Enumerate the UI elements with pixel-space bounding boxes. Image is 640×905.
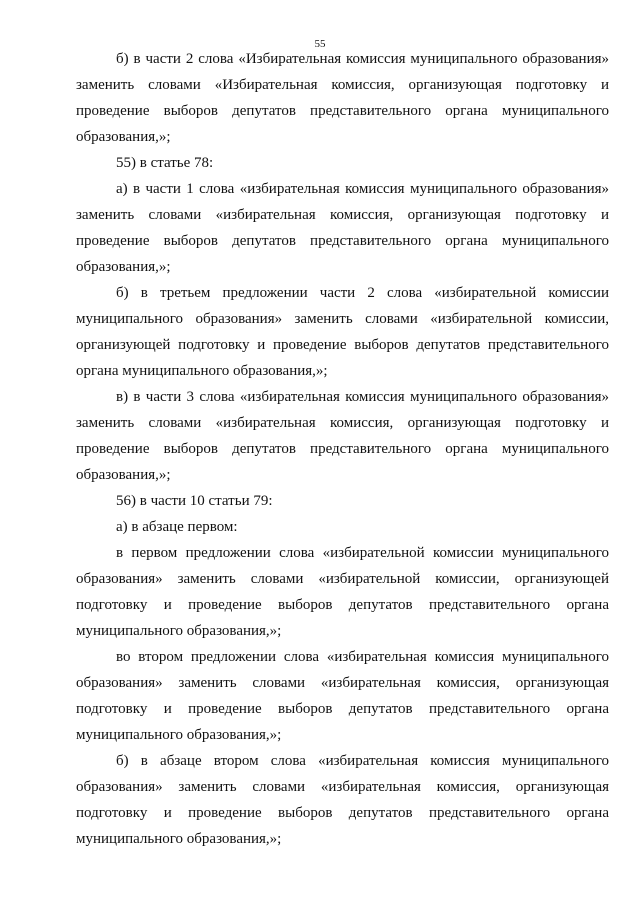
document-body: [76, 46, 609, 852]
paragraph: 55) в статье 78:: [116, 155, 214, 171]
paragraph: б) в абзаце втором слова «избирательная комиссия муниципального образования» заменить словами «избирательная комиссия, организующая подготовку и проведение выборов депутатов представительного органа муниципального образования,»;: [76, 753, 609, 847]
paragraph: в) в части 3 слова «избирательная комиссия муниципального образования» заменить словами «избирательная комиссия, организующая подготовку и проведение выборов депутатов представительного органа муниципального образования,»;: [76, 389, 609, 483]
paragraph: б) в части 2 слова «Избирательная комиссия муниципального образования» заменить словами «Избирательная комиссия, организующая подготовку и проведение выборов депутатов представительного органа муниципального образования,»;: [76, 51, 609, 145]
paragraph: а) в абзаце первом:: [116, 519, 238, 535]
page-number: 55: [314, 38, 326, 50]
paragraph: в первом предложении слова «избирательной комиссии муниципального образования» заменить словами «избирательной комиссии, организующей подготовку и проведение выборов депутатов представительного органа муниципального образования,»;: [76, 545, 609, 639]
paragraph: б) в третьем предложении части 2 слова «избирательной комиссии муниципального образования» заменить словами «избирательной комиссии, организующей подготовку и проведение выборов депутатов представительного органа муниципального образования,»;: [76, 285, 609, 379]
paragraph: а) в части 1 слова «избирательная комиссия муниципального образования» заменить словами «избирательная комиссия, организующая подготовку и проведение выборов депутатов представительного органа муниципального образования,»;: [76, 181, 609, 275]
paragraph: во втором предложении слова «избирательная комиссия муниципального образования» заменить словами «избирательная комиссия, организующая подготовку и проведение выборов депутатов представительного органа муниципального образования,»;: [76, 649, 609, 743]
paragraph: 56) в части 10 статьи 79:: [116, 493, 273, 509]
